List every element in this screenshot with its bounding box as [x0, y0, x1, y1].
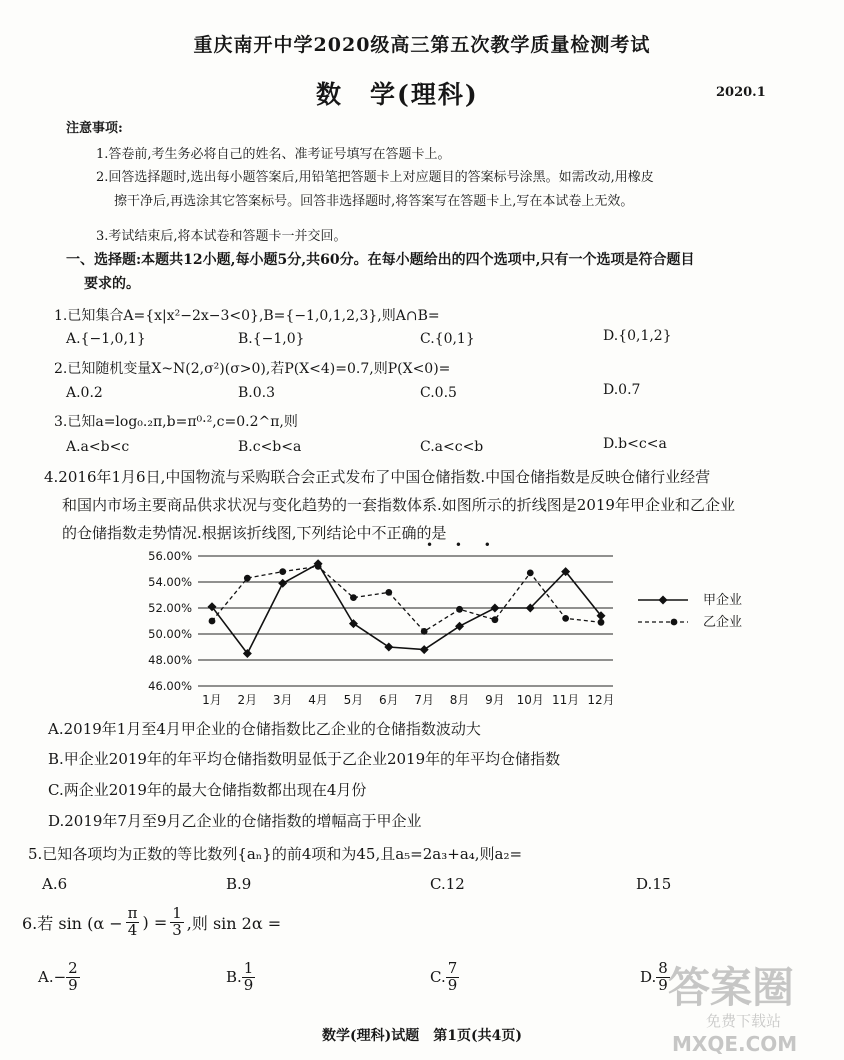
- q4-option-c: C.两企业2019年的最大仓储指数都出现在4月份: [48, 781, 367, 799]
- q2-stem: 2.已知随机变量X~N(2,σ²)(σ>0),若P(X<4)=0.7,则P(X<0)=: [54, 361, 451, 377]
- q5-option-a: A.6: [42, 875, 68, 893]
- notes-item-2a: 2.回答选择题时,选出每小题答案后,用铅笔把答题卡上对应题目的答案标号涂黑。如需改动,用橡皮: [96, 170, 654, 185]
- x-tick-label: 7月: [414, 693, 435, 707]
- legend-label-yi: 乙企业: [703, 615, 743, 630]
- notes-item-2b: 擦干净后,再选涂其它答案标号。回答非选择题时,将答案写在答题卡上,写在本试卷上无效。: [114, 194, 634, 209]
- x-tick-label: 4月: [308, 693, 328, 707]
- y-axis-ticks: [148, 549, 192, 693]
- q6-option-b-fraction: [242, 961, 256, 994]
- series-point-yi: [244, 575, 251, 582]
- y-tick-label: 56.00%: [148, 549, 192, 563]
- series-point-yi: [350, 594, 357, 601]
- q4-stem-line-1: 4.2016年1月6日,中国物流与采购联合会正式发布了中国仓储指数.中国仓储指数是反映仓储行业经营: [44, 468, 711, 486]
- warehouse-index-line-chart: [128, 546, 743, 716]
- series-point-yi: [598, 619, 605, 626]
- q3-stem: 3.已知a=log₀.₂π,b=π⁰·²,c=0.2^π,则: [54, 414, 298, 430]
- page-footer: 数学(理科)试题 第1页(共4页): [322, 1028, 522, 1044]
- series-point-yi: [385, 589, 392, 596]
- series-line-yi: [212, 566, 601, 631]
- q3-option-c: C.a<c<b: [420, 439, 484, 455]
- q4-option-a: A.2019年1月至4月甲企业的仓储指数比乙企业的仓储指数波动大: [48, 720, 481, 738]
- exam-date: 2020.1: [716, 85, 766, 100]
- q1-option-a: A.{−1,0,1}: [66, 331, 146, 347]
- q1-option-b: B.{−1,0}: [238, 331, 305, 347]
- series-point-yi: [492, 616, 499, 623]
- q6-pi: π: [127, 904, 138, 922]
- q4-stem-line-2: 和国内市场主要商品供求状况与变化趋势的一套指数体系.如图所示的折线图是2019年甲企业和乙企业: [62, 496, 735, 514]
- q6-option-c: [430, 961, 459, 994]
- q6-option-b: [226, 961, 255, 994]
- x-tick-label: 10月: [516, 693, 544, 707]
- x-tick-label: 1月: [202, 693, 222, 707]
- series-point-yi: [527, 570, 534, 577]
- q2-option-a: A.0.2: [66, 385, 103, 401]
- x-tick-label: 2月: [237, 693, 258, 707]
- q6-four: 4: [127, 920, 138, 939]
- series-point-yi: [209, 618, 216, 625]
- q6-option-b-den: 9: [243, 975, 254, 994]
- watermark-url: MXQE.COM: [672, 1032, 798, 1056]
- q1-option-d: D.{0,1,2}: [603, 328, 672, 344]
- q5-option-c: C.12: [430, 875, 465, 893]
- x-tick-label: 8月: [449, 693, 470, 707]
- q4-stem-line-3: 的仓储指数走势情况.根据该折线图,下列结论中不正确的是: [62, 524, 447, 542]
- q6-option-b-label: B.: [226, 968, 242, 987]
- q4-option-b: B.甲企业2019年的年平均仓储指数明显低于乙企业2019年的年平均仓储指数: [48, 750, 561, 768]
- x-axis-ticks: [202, 693, 614, 707]
- q6-option-a: [38, 961, 80, 994]
- q6-option-a-fraction: [66, 961, 80, 994]
- q6-stem: [22, 906, 281, 939]
- q5-option-b: B.9: [226, 875, 252, 893]
- x-tick-label: 9月: [485, 693, 505, 707]
- series-point-jia: [349, 619, 358, 628]
- emphasis-dots: • • •: [426, 538, 500, 552]
- q6-option-b-num: 1: [243, 959, 254, 977]
- y-tick-label: 54.00%: [148, 575, 192, 589]
- y-tick-label: 52.00%: [148, 601, 192, 615]
- q3-option-d: D.b<c<a: [603, 436, 667, 452]
- x-tick-label: 5月: [343, 693, 364, 707]
- series-point-jia: [455, 622, 464, 631]
- x-tick-label: 6月: [378, 693, 399, 707]
- q6-option-c-num: 7: [447, 959, 458, 977]
- chart-series-markers: [208, 559, 606, 658]
- q2-option-c: C.0.5: [420, 385, 457, 401]
- q6-option-c-den: 9: [447, 975, 458, 994]
- y-tick-label: 48.00%: [148, 653, 192, 667]
- chart-series-lines: [212, 564, 601, 654]
- notes-title: 注意事项:: [66, 121, 123, 136]
- school-title: 重庆南开中学2020级高三第五次教学质量检测考试: [193, 34, 651, 56]
- q1-stem: 1.已知集合A={x|x²−2x−3<0},B={−1,0,1,2,3},则A∩B=: [54, 308, 440, 324]
- x-tick-label: 12月: [587, 693, 615, 707]
- series-point-yi: [279, 568, 286, 575]
- series-point-yi: [421, 628, 428, 635]
- series-point-jia: [420, 645, 429, 654]
- section-instruction-1: 一、选择题:本题共12小题,每小题5分,共60分。在每小题给出的四个选项中,只有一个选项是符合题目: [66, 252, 695, 268]
- series-point-jia: [384, 643, 393, 652]
- series-point-yi: [562, 615, 569, 622]
- series-point-jia: [278, 579, 287, 588]
- x-tick-label: 3月: [272, 693, 293, 707]
- legend-label-jia: 甲企业: [703, 593, 743, 608]
- q6-option-c-label: C.: [430, 968, 446, 987]
- q6-equals: ) =: [142, 912, 168, 932]
- q2-option-b: B.0.3: [238, 385, 276, 401]
- q3-option-a: A.a<b<c: [66, 439, 130, 455]
- subject-title: 数 学(理科): [316, 80, 479, 109]
- watermark-logo: 答案圈: [668, 963, 795, 1012]
- series-point-yi: [315, 563, 322, 570]
- q6-stem-prefix: 6.若 sin (α −: [22, 913, 123, 933]
- notes-item-1: 1.答卷前,考生务必将自己的姓名、准考证号填写在答题卡上。: [96, 147, 451, 162]
- q6-fraction-pi-over-4: [126, 906, 140, 939]
- notes-item-3: 3.考试结束后,将本试卷和答题卡一并交回。: [96, 229, 347, 244]
- legend-marker-yi: [671, 619, 678, 626]
- q2-option-d: D.0.7: [603, 382, 641, 398]
- q6-option-a-den: 9: [68, 975, 78, 994]
- q6-option-d: [640, 961, 670, 994]
- q3-option-b: B.c<b<a: [238, 439, 302, 455]
- watermark-caption: 免费下载站: [706, 1012, 782, 1030]
- q6-option-c-fraction: [446, 961, 460, 994]
- q6-option-a-label: A.−: [38, 968, 67, 987]
- q5-stem: 5.已知各项均为正数的等比数列{aₙ}的前4项和为45,且a₅=2a₃+a₄,则a₂=: [28, 845, 523, 863]
- q6-fraction-one-third: [170, 906, 184, 939]
- series-point-jia: [490, 604, 499, 613]
- y-tick-label: 50.00%: [148, 627, 192, 641]
- legend-marker-jia: [659, 596, 668, 605]
- q6-stem-suffix: ,则 sin 2α =: [186, 913, 282, 933]
- q6-option-a-num: 2: [68, 959, 78, 977]
- q6-option-d-den: 9: [658, 975, 668, 994]
- q6-one: 1: [172, 904, 182, 922]
- q4-option-d: D.2019年7月至9月乙企业的仓储指数的增幅高于甲企业: [48, 812, 422, 830]
- x-tick-label: 11月: [551, 693, 580, 707]
- section-instruction-2: 要求的。: [84, 276, 140, 292]
- series-line-jia: [212, 564, 601, 654]
- q5-option-d: D.15: [636, 875, 672, 893]
- q6-option-d-label: D.: [640, 968, 657, 987]
- q6-three: 3: [172, 920, 182, 939]
- chart-legend: [638, 592, 742, 630]
- y-tick-label: 46.00%: [148, 679, 192, 693]
- series-point-yi: [456, 606, 463, 613]
- q6-option-d-num: 8: [658, 959, 668, 977]
- q1-option-c: C.{0,1}: [420, 331, 475, 347]
- chart-grid: [198, 556, 613, 686]
